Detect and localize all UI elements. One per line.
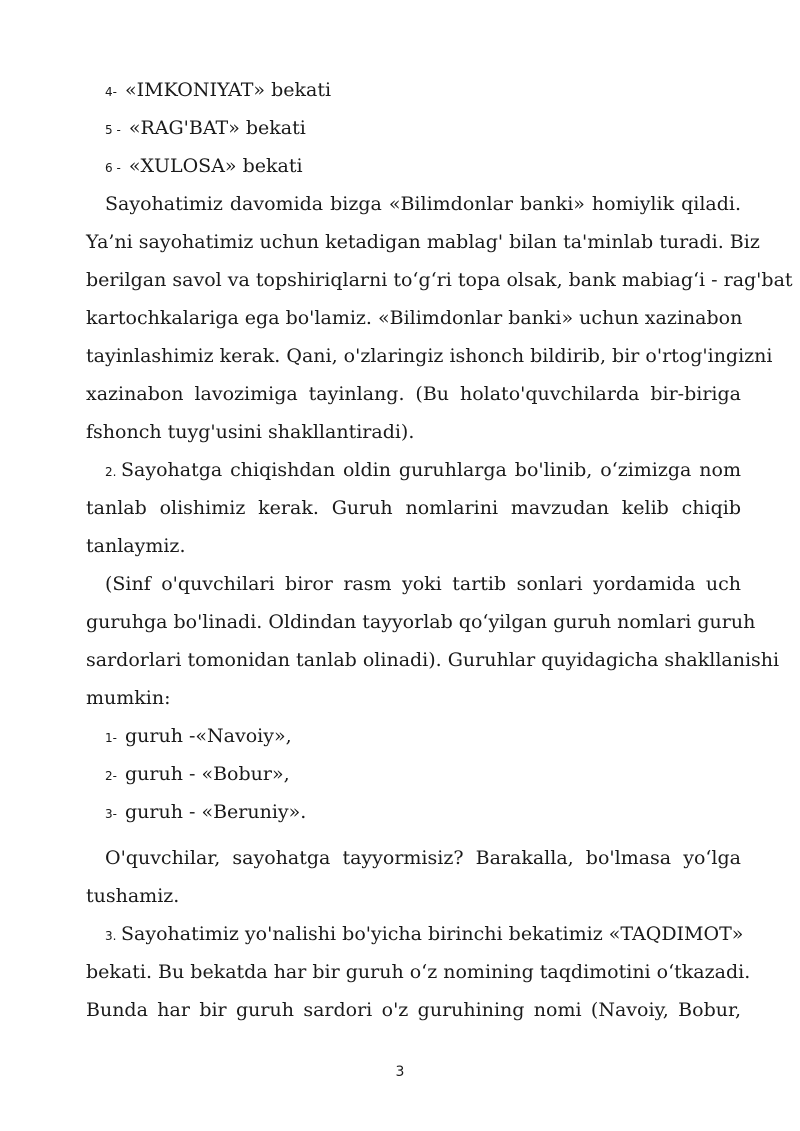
- item-number: 6 -: [105, 161, 121, 175]
- paragraph-line: guruhga bo'linadi. Oldindan tayyorlab qo‘yilgan guruh nomlari guruh: [86, 611, 756, 633]
- item-number: 2.: [105, 465, 117, 479]
- station-item: [105, 154, 303, 180]
- group-item: [105, 800, 306, 826]
- paragraph-line: sardorlari tomonidan tanlab olinadi). Guruhlar quyidagicha shakllanishi: [86, 649, 780, 671]
- page-number: 3: [395, 1064, 405, 1080]
- paragraph-line: xazinabon lavozimiga tayinlang. (Bu holato'quvchilarda bir-biriga: [86, 383, 741, 405]
- paragraph-line: tushamiz.: [86, 885, 180, 907]
- paragraph-line: Sayohatga chiqishdan oldin guruhlarga bo'linib, o‘zimizga nom: [121, 459, 741, 481]
- paragraph-line: Sayohatimiz davomida bizga «Bilimdonlar banki» homiylik qiladi.: [105, 193, 741, 215]
- group-item: [105, 762, 290, 788]
- paragraph-line: O'quvchilar, sayohatga tayyormisiz? Barakalla, bo'lmasa yo‘lga: [105, 847, 741, 869]
- paragraph-line: tanlaymiz.: [86, 535, 186, 557]
- item-number: 2-: [105, 769, 117, 783]
- paragraph-line: berilgan savol va topshiriqlarni to‘g‘ri topa olsak, bank mabiag‘i - rag'bat: [86, 269, 793, 291]
- paragraph-line: (Sinf o'quvchilari biror rasm yoki tartib sonlari yordamida uch: [105, 573, 741, 595]
- numbered-paragraph-start: [105, 922, 118, 948]
- paragraph-line: Ya’ni sayohatimiz uchun ketadigan mablag' bilan ta'minlab turadi. Biz: [86, 231, 760, 253]
- group-item: [105, 724, 292, 750]
- numbered-paragraph-start: [105, 458, 118, 484]
- item-number: 3-: [105, 807, 117, 821]
- paragraph-line: Bunda har bir guruh sardori o'z guruhining nomi (Navoiy, Bobur,: [86, 999, 741, 1021]
- item-text: guruh -«Navoiy»,: [125, 725, 292, 747]
- item-number: 5 -: [105, 123, 121, 137]
- item-text: guruh - «Bobur»,: [125, 763, 290, 785]
- station-item: [105, 78, 331, 104]
- item-number: 1-: [105, 731, 117, 745]
- paragraph-line: bekati. Bu bekatda har bir guruh o‘z nomining taqdimotini o‘tkazadi.: [86, 961, 751, 983]
- paragraph-line: kartochkalariga ega bo'lamiz. «Bilimdonlar banki» uchun xazinabon: [86, 307, 743, 329]
- item-text: «XULOSA» bekati: [128, 155, 303, 177]
- paragraph-line: Sayohatimiz yo'nalishi bo'yicha birinchi bekatimiz «TAQDIMOT»: [121, 923, 744, 945]
- station-item: [105, 116, 306, 142]
- item-number: 4-: [105, 85, 117, 99]
- paragraph-line: tanlab olishimiz kerak. Guruh nomlarini mavzudan kelib chiqib: [86, 497, 741, 519]
- item-text: «IMKONIYAT» bekati: [125, 79, 332, 101]
- paragraph-line: tayinlashimiz kerak. Qani, o'zlaringiz ishonch bildirib, bir o'rtog'ingizni: [86, 345, 773, 367]
- paragraph-line: fshonch tuyg'usini shakllantiradi).: [86, 421, 415, 443]
- item-number: 3.: [105, 929, 117, 943]
- paragraph-line: mumkin:: [86, 687, 171, 709]
- item-text: guruh - «Beruniy».: [125, 801, 307, 823]
- item-text: «RAG'BAT» bekati: [128, 117, 306, 139]
